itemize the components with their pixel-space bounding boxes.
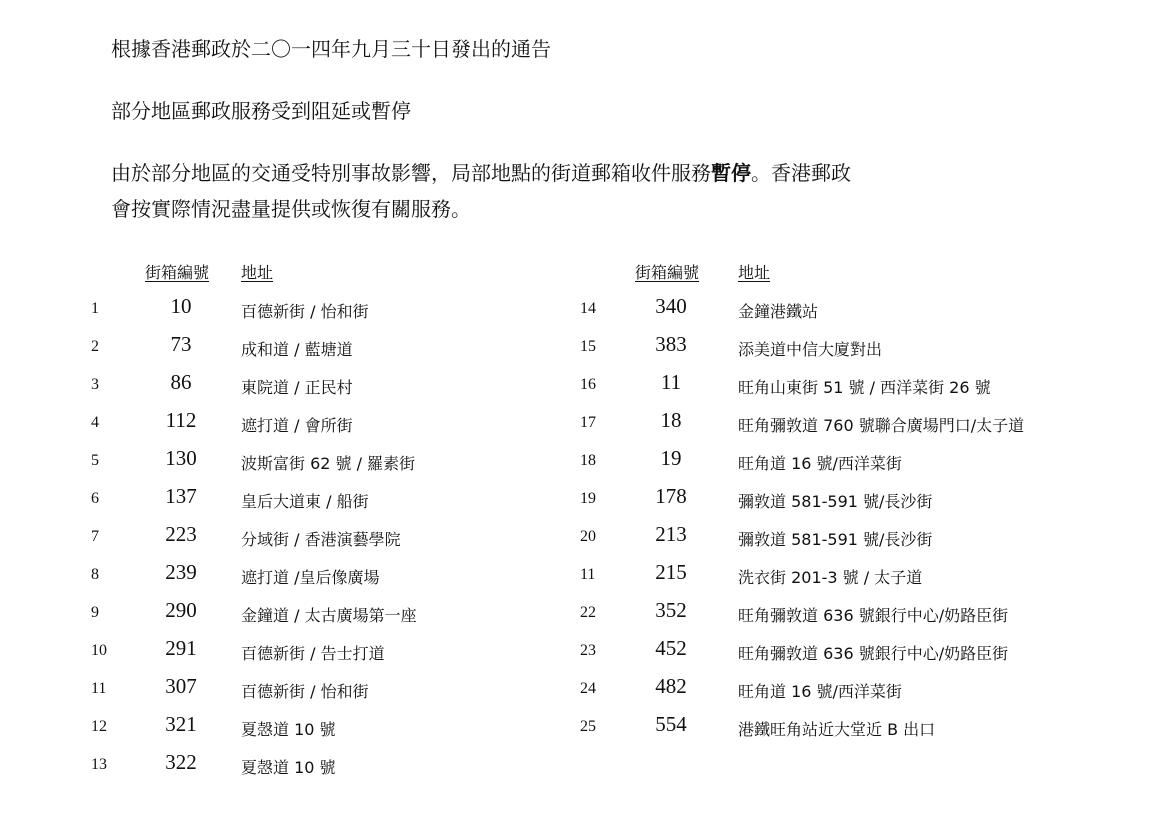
box-address: 百德新街 / 告士打道 [241,644,385,663]
table-row [0,522,1156,560]
box-number: 290 [165,598,197,622]
box-address: 旺角彌敦道 636 號銀行中心/奶路臣街 [738,606,1009,625]
left-header-address: 地址 [241,263,274,282]
box-address: 皇后大道東 / 船街 [241,492,369,511]
row-index: 11 [580,566,596,583]
notice-paragraph-line-1 [111,157,851,186]
box-address: 夏愨道 10 號 [241,720,336,739]
box-number: 178 [655,484,687,508]
table-row [0,712,1156,750]
row-index: 7 [91,528,99,545]
box-number: 321 [165,712,197,736]
table-row [0,332,1156,370]
table-row [0,560,1156,598]
box-address: 旺角道 16 號/西洋菜街 [738,682,902,701]
box-number: 19 [660,446,682,470]
box-address: 金鐘道 / 太古廣場第一座 [241,606,417,625]
notice-subtitle: 部分地區郵政服務受到阻延或暫停 [111,99,411,123]
row-index: 3 [91,376,99,393]
row-index: 17 [580,414,596,431]
table-row [0,408,1156,446]
box-address: 旺角道 16 號/西洋菜街 [738,454,902,473]
box-number: 383 [655,332,687,356]
table-row [0,636,1156,674]
row-index: 9 [91,604,99,621]
row-index: 8 [91,566,99,583]
row-index: 19 [580,490,596,507]
table-row [0,294,1156,332]
notice-title: 根據香港郵政於二〇一四年九月三十日發出的通告 [111,37,551,61]
row-index: 16 [580,376,596,393]
box-address: 港鐵旺角站近大堂近 B 出口 [738,720,936,739]
box-number: 554 [655,712,687,736]
table-row [0,750,1156,788]
box-number: 213 [655,522,687,546]
box-address: 金鐘港鐵站 [738,302,819,321]
box-number: 352 [655,598,687,622]
table-row [0,446,1156,484]
box-number: 73 [170,332,192,356]
row-index: 22 [580,604,596,621]
box-number: 291 [165,636,197,660]
row-index: 5 [91,452,99,469]
box-number: 11 [660,370,682,394]
row-index: 15 [580,338,596,355]
row-index: 12 [91,718,107,735]
row-index: 25 [580,718,596,735]
box-address: 遮打道 / 會所街 [241,416,353,435]
box-number: 452 [655,636,687,660]
box-number: 239 [165,560,197,584]
para-text-before: 由於部分地區的交通受特別事故影響，局部地點的街道郵箱收件服務 [111,161,711,185]
row-index: 20 [580,528,596,545]
box-address: 旺角彌敦道 636 號銀行中心/奶路臣街 [738,644,1009,663]
box-address: 旺角彌敦道 760 號聯合廣場門口/太子道 [738,416,1025,435]
right-header-box-number: 街箱編號 [635,263,700,282]
box-number: 322 [165,750,197,774]
table-row [0,598,1156,636]
row-index: 24 [580,680,596,697]
box-number: 18 [660,408,682,432]
box-address: 東院道 / 正民村 [241,378,353,397]
box-number: 10 [170,294,192,318]
table-row [0,484,1156,522]
box-number: 340 [655,294,687,318]
box-address: 添美道中信大廈對出 [738,340,883,359]
box-number: 482 [655,674,687,698]
box-address: 波斯富街 62 號 / 羅素街 [241,454,416,473]
box-number: 112 [165,408,197,432]
row-index: 14 [580,300,596,317]
left-header-box-number: 街箱編號 [145,263,210,282]
row-index: 18 [580,452,596,469]
row-index: 6 [91,490,99,507]
right-header-address: 地址 [738,263,771,282]
box-address: 彌敦道 581-591 號/長沙街 [738,530,933,549]
box-address: 洗衣街 201-3 號 / 太子道 [738,568,923,587]
row-index: 23 [580,642,596,659]
box-address: 遮打道 /皇后像廣場 [241,568,380,587]
table-row [0,674,1156,712]
para-text-after: 。香港郵政 [751,161,851,185]
box-number: 86 [170,370,192,394]
row-index: 4 [91,414,99,431]
box-number: 137 [165,484,197,508]
notice-paragraph-line-2: 會按實際情況盡量提供或恢復有關服務。 [111,197,471,221]
table-row [0,370,1156,408]
box-address: 夏愨道 10 號 [241,758,336,777]
box-number: 215 [655,560,687,584]
box-address: 百德新街 / 怡和街 [241,682,369,701]
box-number: 130 [165,446,197,470]
row-index: 13 [91,756,107,773]
box-number: 307 [165,674,197,698]
box-number: 223 [165,522,197,546]
para-bold-text: 暫停 [711,161,751,185]
box-address: 彌敦道 581-591 號/長沙街 [738,492,933,511]
row-index: 2 [91,338,99,355]
row-index: 10 [91,642,107,659]
box-address: 百德新街 / 怡和街 [241,302,369,321]
box-address: 分域街 / 香港演藝學院 [241,530,401,549]
row-index: 1 [91,300,99,317]
box-address: 旺角山東街 51 號 / 西洋菜街 26 號 [738,378,991,397]
row-index: 11 [91,680,107,697]
box-address: 成和道 / 藍塘道 [241,340,353,359]
